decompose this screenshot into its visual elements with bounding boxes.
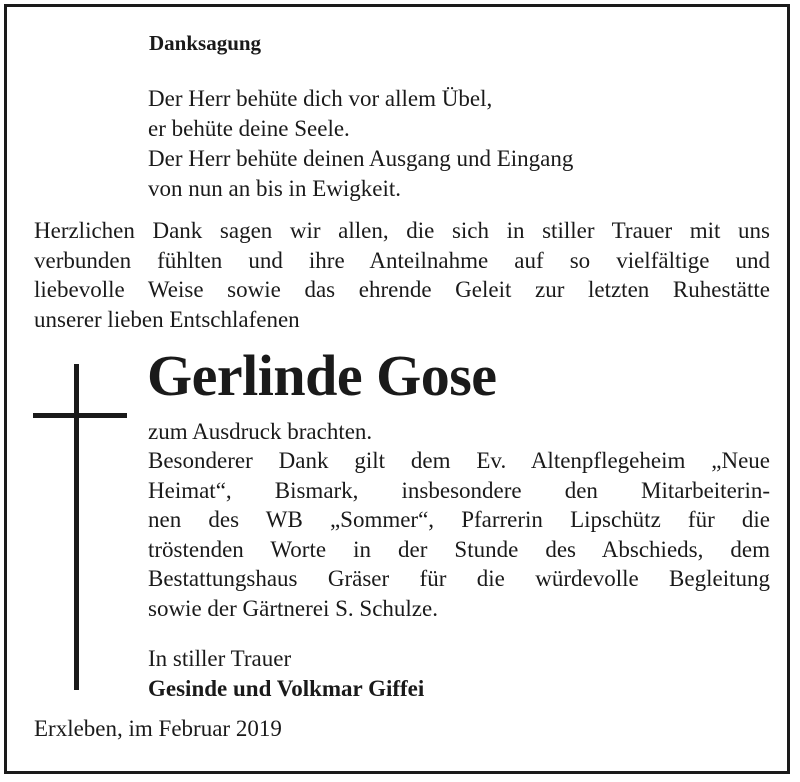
- body-line: Besonderer Dank gilt dem Ev. Altenpflegeheim „Neue: [148, 448, 770, 474]
- thanks-line: liebevolle Weise sowie das ehrende Geleit zur letzten Ruhestätte: [34, 277, 770, 302]
- place-date: Erxleben, im Februar 2019: [34, 716, 282, 741]
- body-line: tröstenden Worte in der Stunde des Abschieds, dem: [148, 536, 770, 562]
- heading-title: Danksagung: [149, 31, 262, 55]
- thanks-paragraph: [34, 216, 770, 334]
- deceased-name: Gerlinde Gose: [147, 343, 497, 408]
- body-line: Bestattungshaus Gräser für die würdevolle Begleitung: [148, 566, 770, 592]
- verse-line: Der Herr behüte dich vor allem Übel,: [148, 86, 493, 111]
- verse-line: von nun an bis in Ewigkeit.: [148, 176, 401, 201]
- verse-line: Der Herr behüte deinen Ausgang und Eingang: [148, 146, 574, 171]
- mourning-block: [148, 644, 424, 704]
- bible-verse: [148, 84, 573, 204]
- body-line: nen des WB „Sommer“, Pfarrerin Lipschütz für die: [148, 507, 770, 533]
- mourning-line: In stiller Trauer: [148, 646, 292, 671]
- thanks-line: unserer lieben Entschlafenen: [34, 306, 300, 332]
- thanks-line: verbunden fühlten und ihre Anteilnahme auf so vielfältige und: [34, 247, 770, 273]
- special-thanks-paragraph: [148, 417, 770, 623]
- thanks-line: Herzlichen Dank sagen wir allen, die sich in stiller Trauer mit uns: [34, 218, 770, 243]
- body-line: zum Ausdruck brachten.: [148, 419, 373, 444]
- body-line: Heimat“, Bismark, insbesondere den Mitarbeiterin-: [148, 477, 770, 503]
- mourners-names: Gesinde und Volkmar Giffei: [148, 676, 425, 701]
- cross-horizontal-bar: [33, 413, 127, 418]
- verse-line: er behüte deine Seele.: [148, 116, 350, 141]
- body-line: sowie der Gärtnerei S. Schulze.: [148, 595, 438, 621]
